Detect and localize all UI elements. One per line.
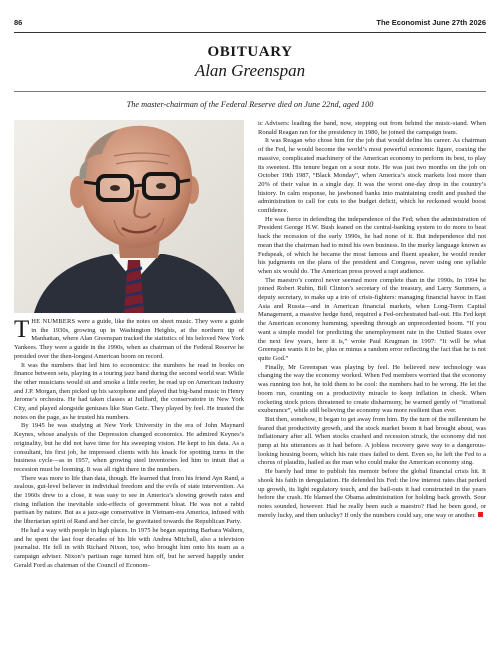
paragraph-final	[258, 468, 486, 520]
page-number: 86	[14, 18, 23, 27]
paragraph: It was the numbers that led him to economics: the numbers he read in books on finance between sets, playing in a touring jazz band during the second world war. While the other musicians would sit and smoke a little reefer, he read up on American industry and J.P. Morgan, then picked up his saxophone and played that big-band music in Henry Jerome’s orchestra. He had taken classes at Juilliard, the conservatoire in New York City, and played alongside geniuses like Stan Getz. They played by feel. He trusted the notes on the page, as he trusted his numbers.	[14, 361, 244, 421]
paragraph: There was more to life than data, though. He learned that from his friend Ayn Rand, a zealous, gut-level believer in individual freedom and the evils of state intervention. As the 1960s drew to a close, it was easy to see in America’s slowing growth rates and rising inflation the inevitable side-effects of government bloat. He was not a rabid partisan by nature. But as a jazz-age conservative in Vietnam-era America, infused with the libertarian spirit of Rand and her circle, he gravitated towards the Republican Party.	[14, 474, 244, 526]
article-column-right	[258, 120, 486, 660]
paragraph: The maestro’s control never seemed more complete than in the 1990s. In 1994 he joined Robert Rubin, Bill Clinton’s secretary of the treasury, and Larry Summers, a deputy secretary, to make up a trio of crisis-fighters: managing financial havoc in East Asia and Russia—and in American financial markets, when Long-Term Capital Management, a massive hedge fund, required a Fed-orchestrated bail-out. His Fed kept the American economy humming, speeding through an unprecedented boom. “If you want a simple model for predicting the unemployment rate in the United States over the next few years, here it is,” wrote Paul Krugman in 1997: “It will be what Greenspan wants it to be, plus or minus a random error reflecting the fact that he is not quite God.”	[258, 276, 486, 362]
final-text: He barely had time to publish his memoir before the global financial crisis hit. It shook his faith in deregulation. He defended his Fed: the low interest rates that perked up growth, its light regulatory touch, and the bail-outs it had constructed in the years before the crash. He blamed the Obama administration for holding back growth. Sour notes sounded, however. Had he really been such a maestro? Had he been good, or merely lucky, and then unlucky? If only the numbers could say, one way or another.	[258, 468, 486, 519]
standfirst: The master-chairman of the Federal Reserve died on June 22nd, aged 100	[126, 100, 374, 109]
article-column-left	[14, 318, 244, 658]
paragraph: He was fierce in defending the independence of the Fed; when the administration of President George H.W. Bush leaned on the central-banking system to do more to beat back the recession of the early 1990s, he had none of it. But independence did not mean that the chairman had to mind his own business. In the murky language known as Fedspeak, of which he became the most famous and fluent speaker, he would render his judgments on the plans of the president and Congress, never using one syllable when six would do. The American press proved a rapt audience.	[258, 215, 486, 275]
end-mark-icon	[478, 512, 483, 517]
paragraph-lead-text: were a guide, like the notes on sheet music. They were a guide in the 1930s, growing up in Washington Heights, at the northern tip of Manhattan, where Alan Greenspan tracked the statistics of his beloved New York Yankees. They were a guide in the 1990s, when as chairman of the Federal Reserve he presided over the then-longest American boom on record.	[14, 318, 244, 360]
running-head	[14, 18, 486, 32]
paragraph: It was Reagan who chose him for the job that would define his career. As chairman of the Fed, he would become the world’s most powerful economic figure, coaxing the massive, complicated machinery of the American economy to perform its best, to play its sweetest. His tenure began on a sour note. He was just two months on the job on October 19th 1987, “Black Monday”, when America’s stock markets lost more than 20% of their value in a single day. It was the worst one-day drop in the country’s history. In calm response, he jawboned banks into maintaining credit and pushed the administration to call for cuts to the budget deficit, which he reckoned would boost confidence.	[258, 137, 486, 215]
paragraph-continued: ic Advisers: leading the band, now, stepping out from behind the music-stand. When Ronald Reagan ran for the presidency in 1980, he joined the campaign team.	[258, 120, 486, 136]
masthead: The Economist June 27th 2026	[376, 18, 486, 27]
header-rule	[14, 32, 486, 33]
portrait-photo	[14, 120, 244, 313]
obituary-name: Alan Greenspan	[194, 61, 306, 80]
drop-cap: T	[14, 318, 30, 343]
section-label: OBITUARY	[207, 44, 293, 60]
title-rule	[14, 91, 486, 92]
lead-in: HE NUMBERS	[31, 318, 76, 325]
paragraph: By 1945 he was studying at New York University in the era of John Maynard Keynes, whose analysis of the Depression changed economics. He admired Keynes’s originality, but he did not have time for his sweeping vision. He kept to his data. As a consultant, his first job, he impressed clients with his knack for spotting turns in the business cycle—as in 1957, when growing steel inventories led him to intuit that a recession must be looming. It was all right there in the numbers.	[14, 422, 244, 473]
paragraph: He had a way with people in high places. In 1975 he began squiring Barbara Walters, and he spent the last four decades of his life with Andrea Mitchell, also a television journalist. He fell in with Richard Nixon, too, who brought him onto his team as a campaign adviser. Nixon’s partisan rage turned him off, but he served happily under Gerald Ford as chairman of the Council of Econom-	[14, 526, 244, 569]
paragraph-lead	[14, 318, 244, 362]
paragraph: Finally, Mr Greenspan was playing by feel. He believed new technology was changing the way the economy worked. When Fed members worried that the economy was running too hot, he told them to be cool: the numbers had to be wrong. He let the boom run, counting on a productivity miracle to keep inflation in check. When rocketing stock prices threatened to create disharmony, he warned gently of “irrational exuberance”, while still believing the economy was more resilient than ever.	[258, 363, 486, 415]
paragraph: But then, somehow, it began to get away from him. By the turn of the millennium he feared that productivity growth, and the stock market boom it had brought about, was inflationary after all. When stocks crashed and recession struck, the economy did not jump at his utterances as it had before. A jobless recovery gave way to a dangerous-looking housing boom, which his rate rises failed to dent. Even so, he left the Fed to a chorus of plaudits, hailed as the man who could make the American economy sing.	[258, 415, 486, 467]
